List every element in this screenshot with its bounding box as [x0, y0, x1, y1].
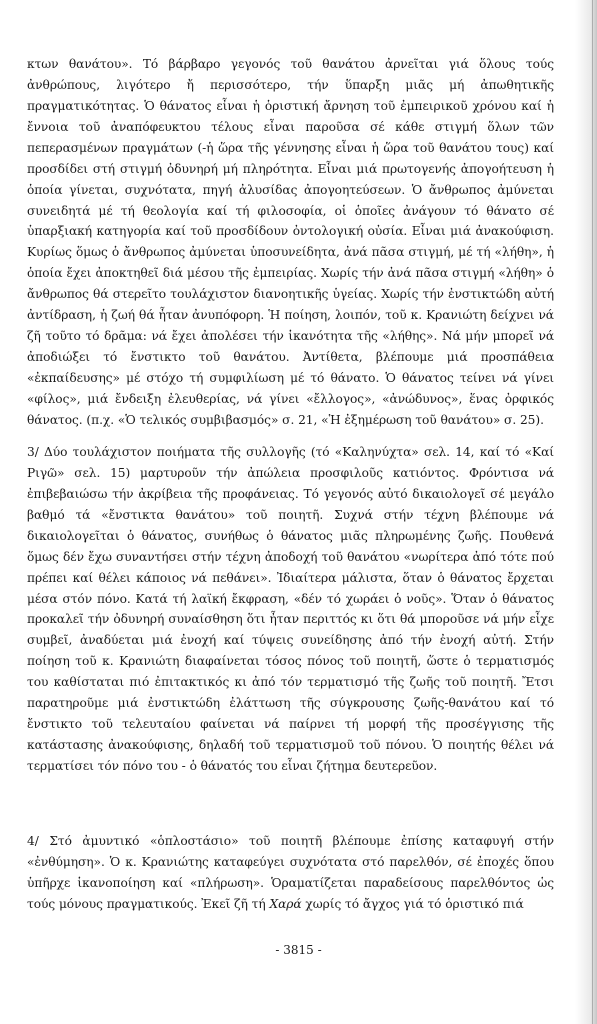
emphasis-text: Χαρά	[269, 896, 302, 911]
page-edge-shadow	[575, 0, 597, 1024]
page-edge-line	[592, 0, 593, 1024]
paragraph-continuation: κτων θανάτου». Τό βάρβαρο γεγονός τοῦ θανάτου ἀρνεῖται γιά ὅλους τούς ἀνθρώπους, λιγότερο ἤ περισσότερο, τήν ὕπαρξη μιᾶς μή ἀπωθητικῆς πραγματικότητας. Ὁ θάνατος εἶναι ἡ ὁριστική ἄρνηση τοῦ ἐμπειρικοῦ χρόνου καί ἡ ἔννοια τοῦ ἀναπόφευκτου τέλους εἶναι παροῦσα σέ κάθε στιγμή ὅλων τῶν πεπερασμένων πραγμάτων (-ἡ ὥρα τῆς γέννησης εἶναι ἡ ὥρα τοῦ θανάτου τους) καί προσδίδει στή στιγμή ὀδυνηρή μή πληρότητα. Εἶναι μιά πρωτογενής ἀπογοήτευση ἡ ὁποία γίνεται, συχνότατα, πηγή ἀλυσίδας ἀπογοητεύσεων. Ὁ ἄνθρωπος ἀμύνεται συνειδητά μέ τή θεολογία καί τή φιλοσοφία, οἱ ὁποῖες ἀνάγουν τό θάνατο σέ ὑπαρξιακή κατηγορία καί τοῦ προσδίδουν ὀντολογική οὐσία. Εἶναι μιά ἀνακούφιση. Κυρίως ὅμως ὁ ἄνθρωπος ἀμύνεται ὑποσυνείδητα, ἀνά πᾶσα στιγμή, μέ τή «λήθη», ἡ ὁποία ἔχει ἀποκτηθεῖ διά μέσου τῆς ἐμπειρίας. Χωρίς τήν ἀνά πᾶσα στιγμή «λήθη» ὁ ἄνθρωπος θά στερεῖτο τουλάχιστον διανοητικῆς ὑγείας. Χωρίς τήν ἐνστικτώδη αὐτή ἀντίδραση, ἡ ζωή θά ἦταν ἀνυπόφορη. Ἡ ποίηση, λοιπόν, τοῦ κ. Κρανιώτη δείχνει νά ζῆ τοῦτο τό δρᾶμα: νά ἔχει ἀπολέσει τήν ἱκανότητα τῆς «λήθης». Νά μήν μπορεῖ νά ἀποδιώξει τό ἔνστικτο τοῦ θανάτου. Ἀντίθετα, βλέπουμε μιά προσπάθεια «ἐκπαίδευσης» μέ στόχο τή συμφιλίωση μέ τό θάνατο. Ὁ θάνατος τείνει νά γίνει «φίλος», μιά ἔνδειξη ἐλευθερίας, νά γίνει «ἔλλογος», «ἀνώδυνος», ἕνας ὀρφικός θάνατος. (π.χ. «Ὁ τελικός συμβιβασμός» σ. 21, «Ἡ ἐξημέρωση τοῦ θανάτου» σ. 25).	[27, 57, 554, 427]
paragraph-section-4: 4/ Στό ἀμυντικό «ὁπλοστάσιο» τοῦ ποιητῆ βλέπουμε ἐπίσης καταφυγή στήν «ἐνθύμηση». Ὁ κ. Κρανιώτης καταφεύγει συχνότατα στό παρελθόν, σέ ἐποχές ὅπου ὑπῆρχε ἱκανοποίηση καί «πλήρωση». Ὁραματίζεται παραδείσους παρελθόντος ὡς τούς μόνους πραγματικούς. Ἐκεῖ ζῆ τή Χαρά χωρίς τό ἄγχος γιά τό ὁριστικό πιά	[27, 834, 554, 911]
page-number: - 3815 -	[275, 943, 322, 957]
paragraph-section-3: 3/ Δύο τουλάχιστον ποιήματα τῆς συλλογῆς (τό «Καληνύχτα» σελ. 14, καί τό «Καί Ριγῶ» σελ. 15) μαρτυροῦν τήν ἀπώλεια προσφιλοῦς κατιόντος. Φρόντισα νά ἐπιβεβαιώσω τήν ἀκρίβεια τῆς προφάνειας. Τό γεγονός αὐτό δικαιολογεῖ σέ μεγάλο βαθμό τά «ἔνστικτα θανάτου» τοῦ ποιητῆ. Συχνά στήν τέχνη βλέπουμε νά δικαιολογεῖται ὁ θάνατος, συνήθως ὁ θάνατος μιᾶς πληρωμένης ζωῆς. Πουθενά ὅμως δέν ἔχω συναντήσει στήν τέχνη ἀποδοχή τοῦ θανάτου «νωρίτερα ἀπό τότε πού πρέπει καί θέλει κάποιος νά πεθάνει». Ἰδιαίτερα μάλιστα, ὅταν ὁ θάνατος ἔρχεται μέσα στόν πόνο. Κατά τή λαϊκή ἔκφραση, «δέν τό χωράει ὁ νοῦς». Ὅταν ὁ θάνατος προκαλεῖ τήν ὀδυνηρή συναίσθηση ὅτι ἦταν περιττός κι ὅτι θά μποροῦσε νά μήν εἶχε συμβεῖ, ἀναδύεται μιά ἐνοχή καί τύψεις συνείδησης ἀπό τήν ἐνοχή αὐτή. Στήν ποίηση τοῦ κ. Κρανιώτη διαφαίνεται τόσος πόνος τοῦ ποιητῆ, ὥστε ὁ τερματισμός του καθίσταται πιό ἐπιτακτικός κι ἀπό τόν τερματισμό τῆς ζωῆς τοῦ ποιητῆ. Ἔτσι παρατηροῦμε μιά ἐνστικτώδη ἐλάττωση τῆς σύγκρουσης ζωῆς-θανάτου καί τό ἔνστικτο τοῦ τελευταίου φαίνεται νά παίρνει τή μορφή τῆς προσέγγισης τῆς κατάστασης ἀνακούφισης, δηλαδή τοῦ τερματισμοῦ τοῦ πόνου. Ὁ ποιητής θέλει νά τερματίσει τόν πόνο του - ὁ θάνατός του εἶναι ζήτημα δευτερεῦον.	[27, 445, 554, 773]
